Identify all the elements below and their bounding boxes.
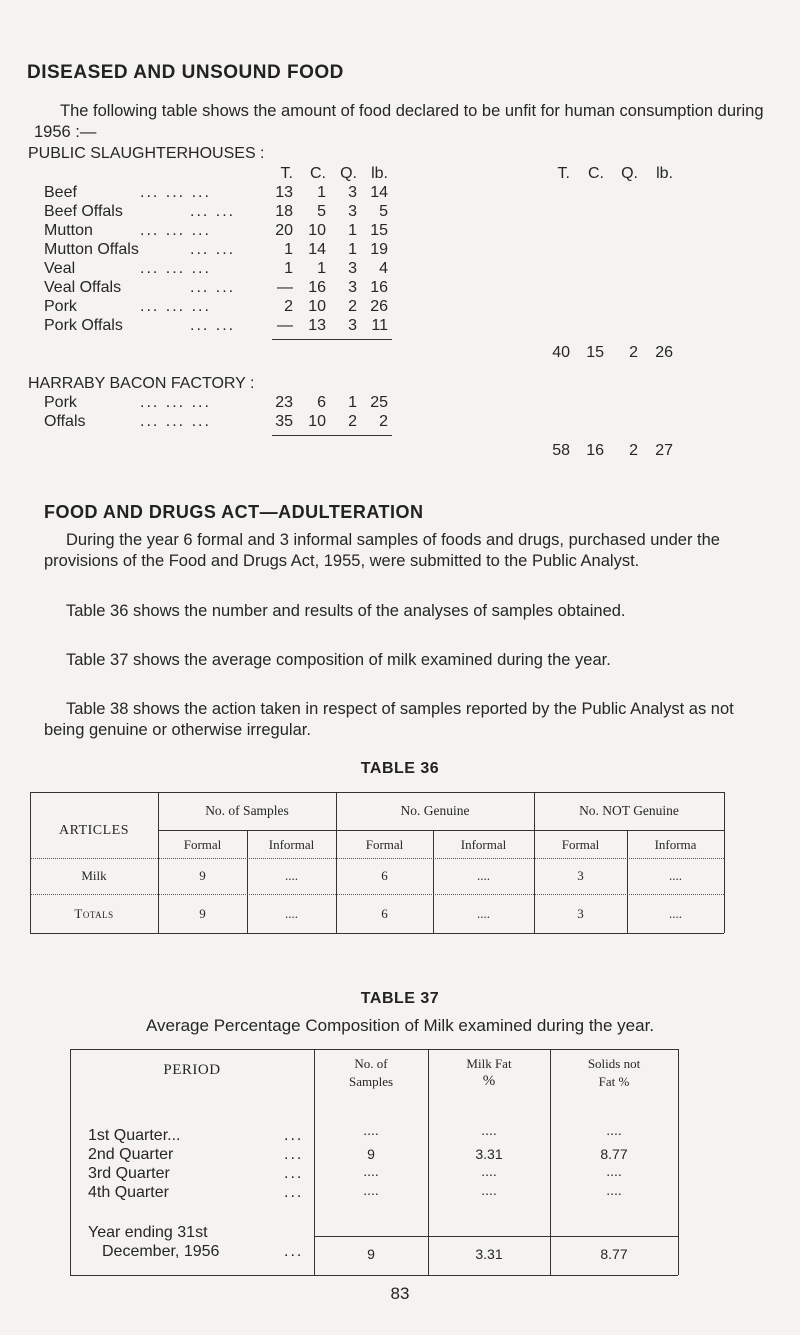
- row-label: December, 1956: [102, 1243, 220, 1260]
- paragraph-table36: Table 36 shows the number and results of the analyses of samples obtained.: [66, 602, 626, 620]
- cwt-value: 10: [308, 298, 326, 315]
- row-label: Mutton Offals: [44, 241, 139, 258]
- solids-header: Fat %: [598, 1074, 630, 1089]
- row-label: Pork: [44, 298, 77, 315]
- subtotal-tons: 40: [552, 344, 570, 361]
- fda-heading: FOOD AND DRUGS ACT—ADULTERATION: [44, 502, 424, 522]
- row-label: Beef Offals: [44, 203, 123, 220]
- cell-value: 3: [577, 906, 584, 921]
- cell-value: ....: [669, 868, 682, 883]
- tons-value: —: [277, 279, 293, 296]
- leader-dots: ... ... ...: [140, 222, 211, 239]
- leader-dots: ... ...: [190, 241, 236, 258]
- tot-q-header: Q.: [621, 165, 638, 182]
- sub-header: Formal: [183, 837, 222, 852]
- subtotal-lb: 27: [655, 442, 673, 459]
- qtr-value: 1: [348, 222, 357, 239]
- bacon-section-label: HARRABY BACON FACTORY :: [28, 375, 255, 392]
- qtr-value: 3: [348, 279, 357, 296]
- tons-value: 35: [275, 413, 293, 430]
- cell-value: ....: [481, 1122, 497, 1138]
- table-border-bottom: [30, 933, 724, 934]
- cell-value: 9: [199, 906, 206, 921]
- table37-subtitle: Average Percentage Composition of Milk examined during the year.: [145, 1016, 655, 1035]
- col-lb-header: lb.: [371, 165, 388, 182]
- qtr-value: 3: [348, 184, 357, 201]
- fat-header: Milk Fat: [466, 1056, 512, 1071]
- cell-value: 3.31: [475, 1146, 503, 1162]
- intro-paragraph: The following table shows the amount of food declared to be unfit for human consumption during 1956 :—: [34, 102, 764, 141]
- table-border-right: [724, 792, 725, 933]
- subtotal-rule: [272, 435, 392, 436]
- header-divider: [158, 830, 724, 831]
- row-label: Beef: [44, 184, 77, 201]
- cell-value: ....: [363, 1163, 379, 1179]
- lb-value: 16: [370, 279, 388, 296]
- cell-value: ....: [363, 1182, 379, 1198]
- qtr-value: 2: [348, 413, 357, 430]
- lb-value: 15: [370, 222, 388, 239]
- sub-header: Informa: [654, 837, 697, 852]
- row-label: Veal Offals: [44, 279, 122, 296]
- col-q-header: Q.: [340, 165, 357, 182]
- row-label: Offals: [44, 413, 86, 430]
- lb-value: 2: [379, 413, 388, 430]
- lb-value: 4: [379, 260, 388, 277]
- group-header: No. of Samples: [205, 803, 289, 818]
- group-header: No. Genuine: [400, 803, 470, 818]
- qtr-value: 3: [348, 203, 357, 220]
- lb-value: 25: [370, 394, 388, 411]
- leader-dots: ... ...: [190, 317, 236, 334]
- lb-value: 11: [371, 317, 388, 334]
- tons-value: 18: [275, 203, 293, 220]
- col-t-header: T.: [280, 165, 293, 182]
- qtr-value: 3: [348, 260, 357, 277]
- subtotal-qtr: 2: [629, 344, 638, 361]
- col-c-header: C.: [310, 165, 326, 182]
- tons-value: 13: [275, 184, 293, 201]
- cwt-value: 6: [317, 394, 326, 411]
- tot-lb-header: lb.: [656, 165, 673, 182]
- leader-dots: ... ... ...: [140, 260, 211, 277]
- tot-c-header: C.: [588, 165, 604, 182]
- tons-value: 1: [284, 260, 293, 277]
- table-border-left: [70, 1049, 71, 1275]
- slaughter-section-label: PUBLIC SLAUGHTERHOUSES :: [28, 145, 265, 162]
- tons-value: 20: [275, 222, 293, 239]
- cell-value: ....: [285, 906, 298, 921]
- row-label: Milk: [81, 868, 107, 883]
- row-label: Pork: [44, 394, 77, 411]
- row-label: 2nd Quarter: [88, 1146, 174, 1163]
- row-divider: [30, 858, 724, 859]
- cell-value: 6: [381, 906, 388, 921]
- leader-dots: ...: [284, 1184, 304, 1201]
- paragraph-table37: Table 37 shows the average composition of milk examined during the year.: [66, 651, 611, 669]
- row-label: Pork Offals: [44, 317, 123, 334]
- cell-value: 6: [381, 868, 388, 883]
- subtotal-cwt: 16: [586, 442, 604, 459]
- cell-value: ....: [606, 1182, 622, 1198]
- qtr-value: 1: [348, 394, 357, 411]
- cell-value: 3: [577, 868, 584, 883]
- row-label: 1st Quarter...: [88, 1127, 181, 1144]
- cell-value: ....: [477, 906, 490, 921]
- table36-title: TABLE 36: [360, 760, 440, 777]
- sub-header: Informal: [268, 837, 315, 852]
- cell-value: 8.77: [600, 1246, 628, 1262]
- cell-value: ....: [285, 868, 298, 883]
- period-header: PERIOD: [163, 1062, 221, 1078]
- table37-title: TABLE 37: [360, 990, 440, 1007]
- samples-header: Samples: [348, 1074, 394, 1089]
- table-border-top: [30, 792, 724, 793]
- cell-value: ....: [669, 906, 682, 921]
- tot-t-header: T.: [557, 165, 570, 182]
- lb-value: 26: [370, 298, 388, 315]
- subtotal-lb: 26: [655, 344, 673, 361]
- leader-dots: ...: [284, 1165, 304, 1182]
- fat-header: %: [482, 1073, 496, 1089]
- leader-dots: ... ... ...: [140, 394, 211, 411]
- table-border-bottom: [70, 1275, 678, 1276]
- cell-value: 3.31: [475, 1246, 503, 1262]
- lb-value: 14: [370, 184, 388, 201]
- sub-header: Informal: [460, 837, 507, 852]
- table-border-top: [70, 1049, 678, 1050]
- cell-value: 9: [367, 1146, 375, 1162]
- leader-dots: ... ... ...: [140, 184, 211, 201]
- row-divider: [30, 894, 724, 895]
- qtr-value: 2: [348, 298, 357, 315]
- articles-header: ARTICLES: [58, 823, 130, 838]
- subtotal-rule: [272, 339, 392, 340]
- cwt-value: 13: [308, 317, 326, 334]
- sub-header: Formal: [561, 837, 600, 852]
- paragraph-table38: Table 38 shows the action taken in respect of samples reported by the Public Analyst as not being genuine or otherwise irregular.: [44, 700, 734, 739]
- cwt-value: 1: [317, 184, 326, 201]
- cell-value: 9: [367, 1246, 375, 1262]
- cwt-value: 5: [317, 203, 326, 220]
- leader-dots: ... ...: [190, 203, 236, 220]
- tons-value: —: [277, 317, 293, 334]
- cwt-value: 10: [308, 413, 326, 430]
- subtotal-tons: 58: [552, 442, 570, 459]
- row-label: Year ending 31st: [88, 1224, 208, 1241]
- cell-value: ....: [481, 1163, 497, 1179]
- cell-value: ....: [477, 868, 490, 883]
- group-header: No. NOT Genuine: [579, 803, 679, 818]
- sub-header: Formal: [365, 837, 404, 852]
- qtr-value: 1: [348, 241, 357, 258]
- row-label: Veal: [44, 260, 76, 277]
- page-number: 83: [390, 1284, 410, 1303]
- tons-value: 2: [284, 298, 293, 315]
- cell-value: ....: [363, 1122, 379, 1138]
- qtr-value: 3: [348, 317, 357, 334]
- cell-value: ....: [606, 1163, 622, 1179]
- cwt-value: 1: [317, 260, 326, 277]
- lb-value: 5: [379, 203, 388, 220]
- leader-dots: ... ... ...: [140, 298, 211, 315]
- cell-value: ....: [481, 1182, 497, 1198]
- cell-value: 9: [199, 868, 206, 883]
- year-row-divider: [314, 1236, 678, 1237]
- row-label: 4th Quarter: [88, 1184, 169, 1201]
- table-border-right: [678, 1049, 679, 1275]
- cell-value: ....: [606, 1122, 622, 1138]
- lb-value: 19: [370, 241, 388, 258]
- tons-value: 23: [275, 394, 293, 411]
- cwt-value: 16: [308, 279, 326, 296]
- page-heading: DISEASED AND UNSOUND FOOD: [27, 62, 344, 83]
- row-label: Totals: [74, 906, 114, 921]
- leader-dots: ...: [284, 1127, 304, 1144]
- samples-header: No. of: [354, 1056, 388, 1071]
- row-label: Mutton: [44, 222, 93, 239]
- leader-dots: ...: [284, 1243, 304, 1260]
- cwt-value: 10: [308, 222, 326, 239]
- leader-dots: ... ...: [190, 279, 236, 296]
- leader-dots: ...: [284, 1146, 304, 1163]
- leader-dots: ... ... ...: [140, 413, 211, 430]
- row-label: 3rd Quarter: [88, 1165, 170, 1182]
- cell-value: 8.77: [600, 1146, 628, 1162]
- subtotal-cwt: 15: [586, 344, 604, 361]
- cwt-value: 14: [308, 241, 326, 258]
- solids-header: Solids not: [587, 1056, 641, 1071]
- paragraph-samples: During the year 6 formal and 3 informal samples of foods and drugs, purchased under the provisions of the Food and Drugs Act, 1955, were submitted to the Public Analyst.: [44, 531, 720, 570]
- subtotal-qtr: 2: [629, 442, 638, 459]
- tons-value: 1: [284, 241, 293, 258]
